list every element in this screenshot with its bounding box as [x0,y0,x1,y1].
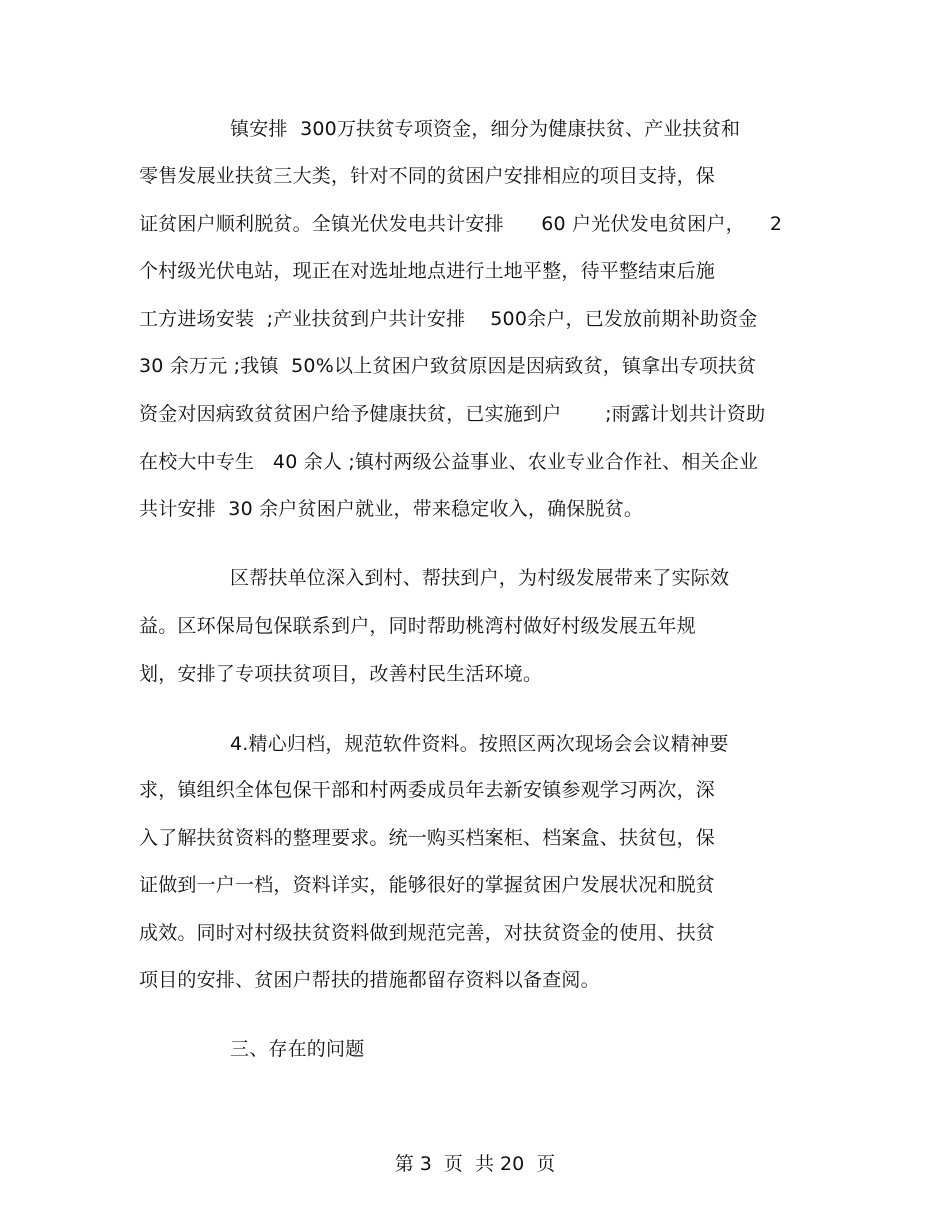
paragraph-2-line-1: 区帮扶单位深入到村、帮扶到户，为村级发展带来了实际效 [230,567,730,589]
paragraph-1-line-5: 工方进场安装 ;产业扶贫到户共计安排 500余户，已发放前期补助资金 [139,308,758,330]
paragraph-3-line-1: 4.精心归档，规范软件资料。按照区两次现场会会议精神要 [230,733,729,755]
paragraph-1-line-4: 个村级光伏电站，现正在对选址地点进行土地平整，待平整结束后施 [139,260,716,282]
paragraph-1-line-1: 镇安排 300万扶贫专项资金，细分为健康扶贫、产业扶贫和 [230,118,741,140]
page-number-footer: 第 3 页 共 20 页 [394,1153,556,1175]
paragraph-3-line-4: 证做到一户一档，资料详实，能够很好的掌握贫困户发展状况和脱贫 [139,874,716,896]
paragraph-1-line-2: 零售发展业扶贫三大类，针对不同的贫困户安排相应的项目支持，保 [139,165,716,187]
paragraph-3-line-2: 求，镇组织全体包保干部和村两委成员年去新安镇参观学习两次，深 [139,779,716,801]
paragraph-3-line-6: 项目的安排、贫困户帮扶的措施都留存资料以备查阅。 [139,969,600,991]
paragraph-1-line-9: 共计安排 30 余户贫困户就业，带来稳定收入，确保脱贫。 [139,498,644,520]
paragraph-2-line-3: 划，安排了专项扶贫项目，改善村民生活环境。 [139,663,543,685]
paragraph-1-line-7: 资金对因病致贫贫困户给予健康扶贫，已实施到户 ;雨露计划共计资助 [139,403,766,425]
paragraph-1-line-3: 证贫困户顺利脱贫。全镇光伏发电共计安排 60 户光伏发电贫困户， 2 [139,213,783,235]
paragraph-3-line-5: 成效。同时对村级扶贫资料做到规范完善，对扶贫资金的使用、扶贫 [139,922,716,944]
paragraph-1-line-6: 30 余万元 ;我镇 50%以上贫困户致贫原因是因病致贫，镇拿出专项扶贫 [139,355,757,377]
paragraph-2-line-2: 益。区环保局包保联系到户，同时帮助桃湾村做好村级发展五年规 [139,615,696,637]
paragraph-3-line-3: 入了解扶贫资料的整理要求。统一购买档案柜、档案盒、扶贫包，保 [139,827,716,849]
paragraph-1-line-8: 在校大中专生 40 余人 ;镇村两级公益事业、农业专业合作社、相关企业 [139,451,759,473]
section-heading: 三、存在的问题 [230,1038,365,1060]
